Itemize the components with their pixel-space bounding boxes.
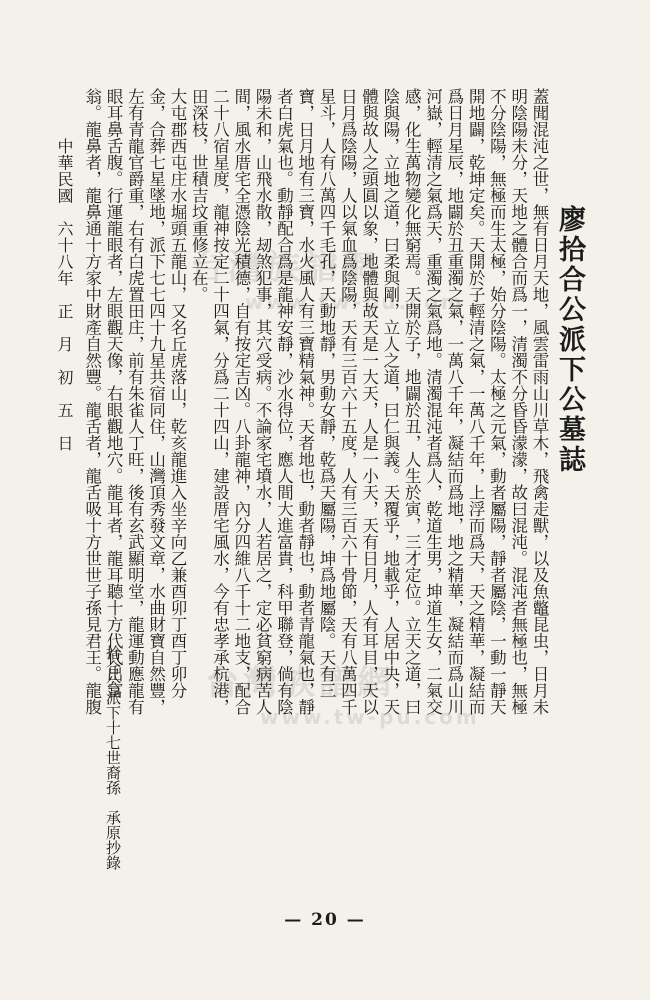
watermark-text: 台灣族譜網 [190, 248, 380, 288]
watermark-url: www.tw-pu.com [245, 290, 465, 314]
watermark-text-lower: 台灣族譜網 [205, 663, 395, 703]
epitaph-body [80, 88, 550, 728]
document-title: 廖拾合公派下公墓誌 [554, 205, 585, 475]
watermark-url-lower: www.tw-pu.com [260, 705, 480, 729]
page-number: — 20 — [284, 910, 366, 930]
document-date: 中華民國 六十八年 正 月 初 五 日 [55, 138, 74, 452]
epitaph-paragraph-2: 大屯郡西屯庄水堀頭五龍山，又名丘虎落山，乾亥龍進入坐辛向乙兼酉卯丁酉丁卯分金，合葬七星墜地，派下七七四十九星共宿同住，山灣頂秀發文章，水曲財寶自然豐，左有青龍官爵重，右有白虎置田庄，前有朱雀人丁旺，後有玄武顯明堂，龍運動應龍有眼耳鼻舌腹。行運龍眼者，左眼觀天像，右眼觀地穴。龍耳者，龍耳聽十方代代出富翁。龍鼻者，龍鼻通十方家中財產自然豐。龍舌者，龍舌吸十方世世子孫見君王。龍腹 [82, 88, 187, 715]
copier-signature: 拾合公派下十七世裔孫 承原抄錄 [104, 645, 122, 870]
epitaph-paragraph-1: 蓋聞混沌之世，無有日月天地，風雲雷雨山川草木，飛禽走獸，以及魚鼈昆虫，日月未明陰陽未分，天地之體合而爲一，清濁不分昏昏濛濛，故曰混沌。混沌者無極也，無極不分陰陽，無極而生太極，始分陰陽。太極之元氣，動者屬陽，靜者屬陰，一動一靜天開地闢，乾坤定矣。天開於子輕清之氣，一萬八千年，上浮而爲天，天之精華，凝結而爲日月星辰，地闢於丑重濁之氣，一萬八千年，凝結而爲地，地之精華，凝結而爲山川河嶽，輕清之氣爲天，重濁之氣爲地。清濁混沌者爲人，乾道生男，坤道生女，二氣交感，化生萬物變化無窮焉。天開於子，地闢於丑，人生於寅，三才定位。立天之道，曰陰與陽，立地之道，曰柔與剛，立人之道，曰仁與義。天覆乎，地載乎，人居中央，天體與故人之頭圓以象，地體與故天是一大天，人是一小天，天有日月，人有耳目，天以日月爲陰陽，人以氣血爲陰陽，天有三百六十五度，人有三百六十骨節，天有八萬四千星斗，人有八萬四千毛孔，天動地靜，男動女靜，乾爲天屬陽，坤爲地屬陰。天有三寶，日月地有三寶，水火風人有三寶精氣神。天者地也，動者靜也，動者青龍氣也，靜者白虎氣也。動靜配合爲是龍神安靜，沙水得位，應人間大進富貴，科甲聯登，倘有陰陽未和，山飛水散，刼煞犯事，其穴受病。不論家宅墳水，人若居之，定必貧窮病苦人間，風水厝宅全憑陰光積德，自有按定吉凶。八卦龍神，內分四維八千十二地支，配合二十八宿星度，龍神按定二十四氣，分爲二十四山，建設厝宅風水，今有忠孝承杭港，田深枝，世積吉坟重修立在。 [189, 88, 549, 715]
